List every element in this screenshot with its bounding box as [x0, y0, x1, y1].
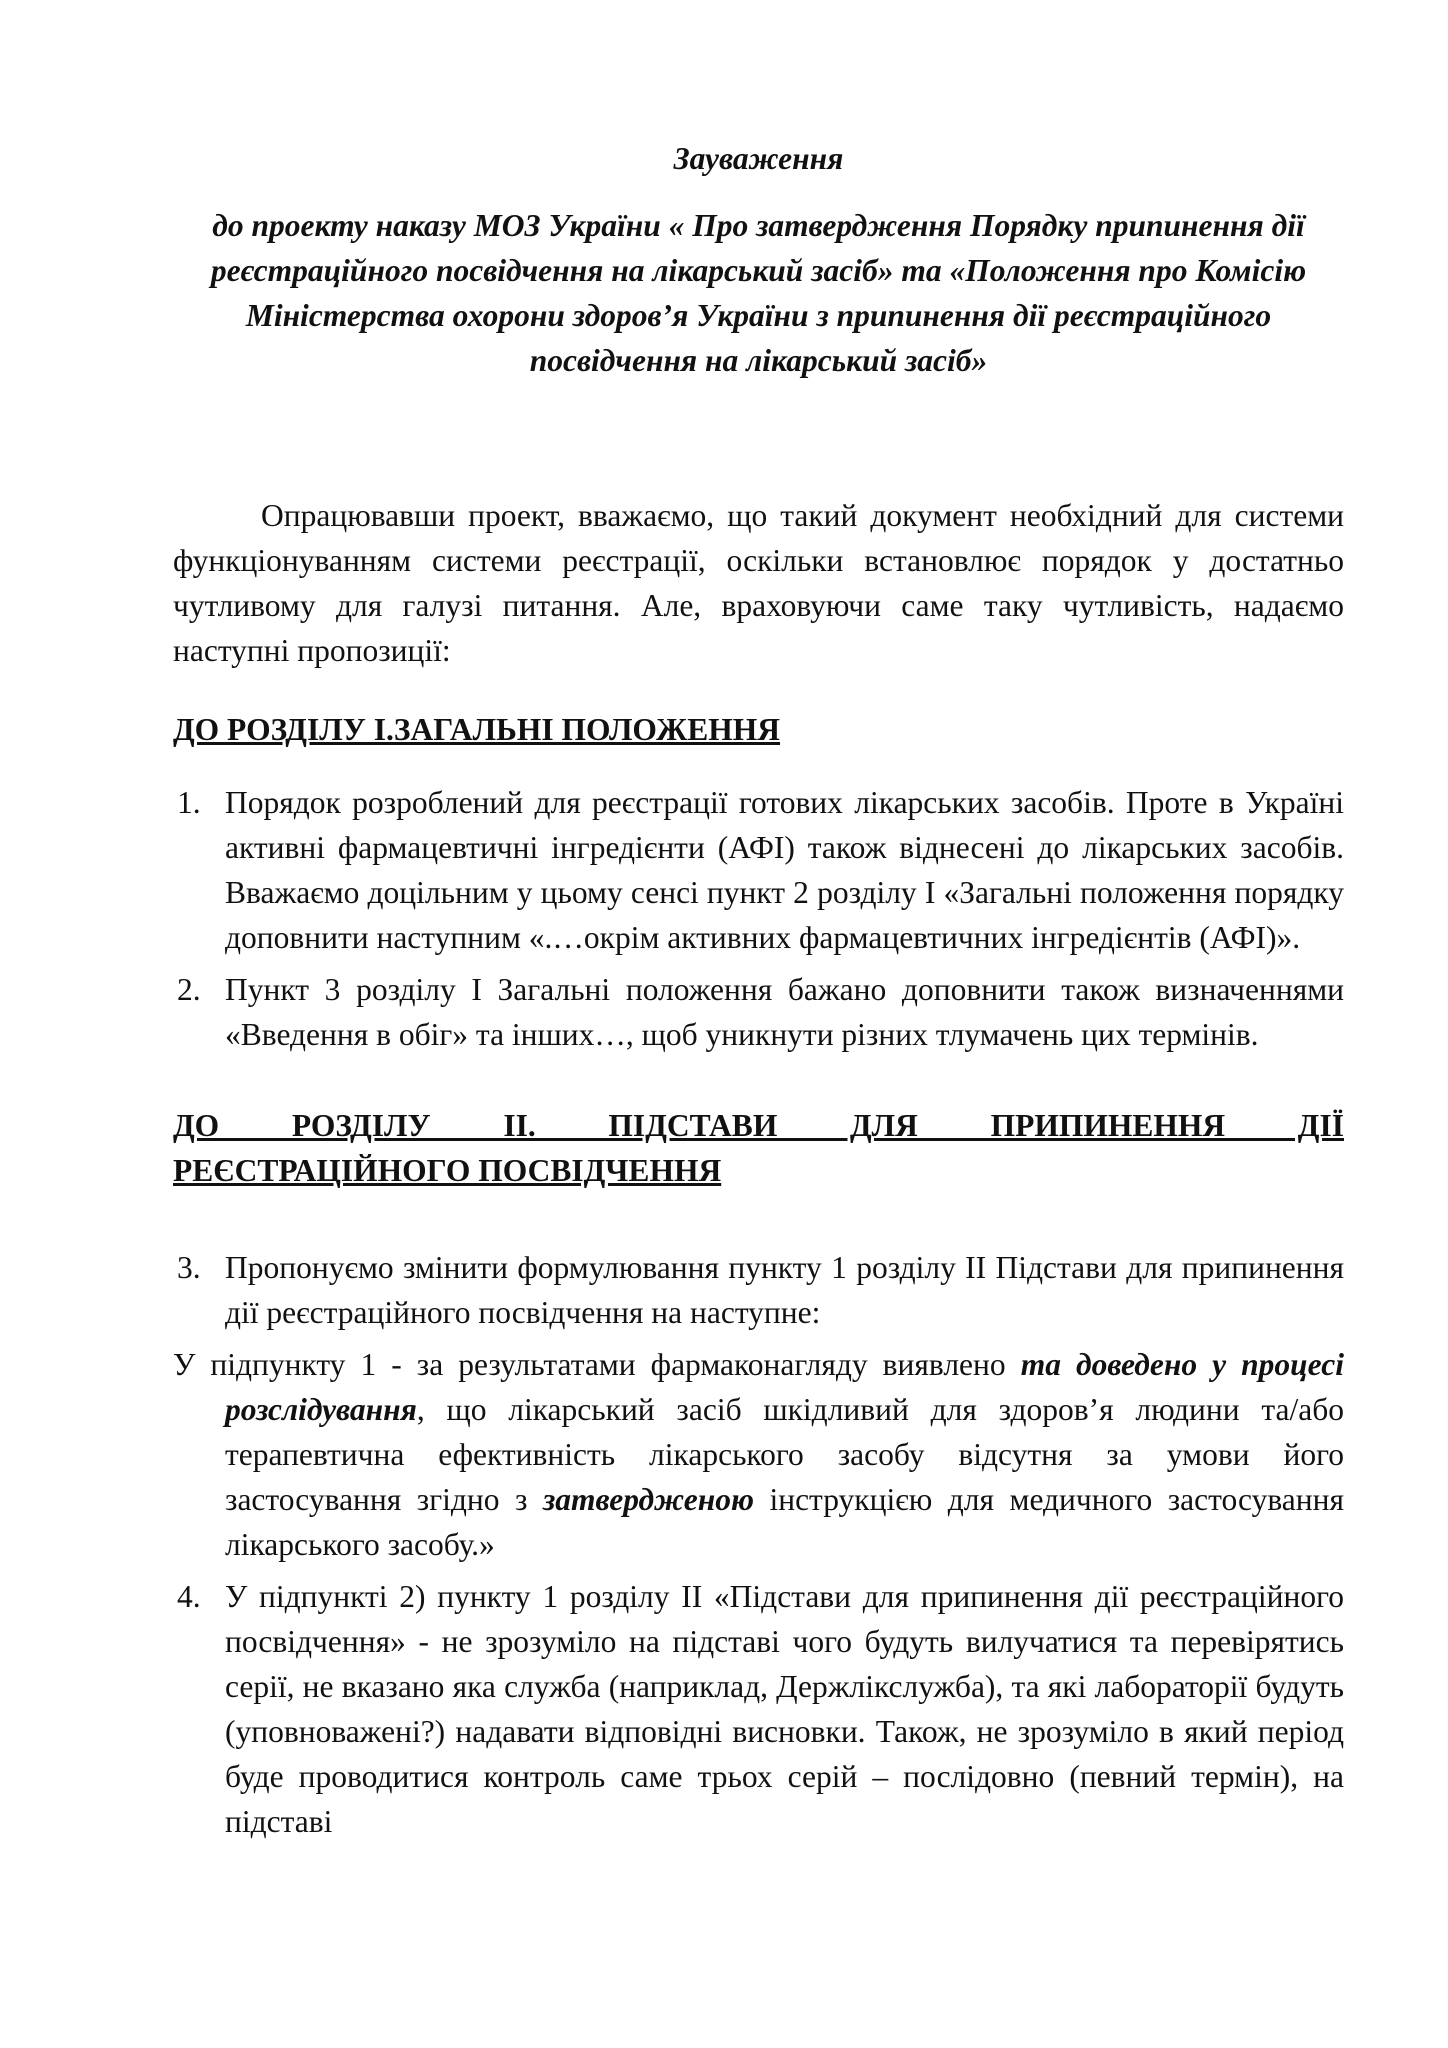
- section-1-heading: ДО РОЗДІЛУ І.ЗАГАЛЬНІ ПОЛОЖЕННЯ: [173, 712, 781, 747]
- list-item-text: Порядок розроблений для реєстрації готових лікарських засобів. Проте в Україні активні фармацевтичні інгредієнти (АФІ) також віднесені до лікарських засобів. Вважаємо доцільним у цьому сенсі пункт 2 розділу І «Загальні положення порядку доповнити наступним «.…окрім активних фармацевтичних інгредієнтів (АФІ)».: [225, 785, 1344, 955]
- list-item-text: Пункт 3 розділу І Загальні положення бажано доповнити також визначеннями «Введення в обіг» та інших…, щоб уникнути різних тлумачень цих термінів.: [225, 972, 1344, 1052]
- document-title: Зауваження: [673, 141, 844, 176]
- list-item: [173, 780, 1344, 960]
- proposed-wording-text-3: інструкцією для медичного застосування лікарського засобу.»: [225, 1482, 1344, 1562]
- section-2-heading-line-2: РЕЄСТРАЦІЙНОГО ПОСВІДЧЕННЯ: [173, 1153, 722, 1188]
- list-item: [173, 1574, 1344, 1844]
- list-item-text: Пропонуємо змінити формулювання пункту 1 розділу ІІ Підстави для припинення дії реєстраційного посвідчення на наступне:: [225, 1250, 1344, 1330]
- list-item-number: 4.: [177, 1579, 201, 1614]
- section-2-heading: [173, 1103, 1344, 1193]
- list-item: [173, 1245, 1344, 1335]
- list-item-number: 3.: [177, 1250, 201, 1285]
- list-item: [173, 967, 1344, 1057]
- section-2-list: [173, 1245, 1344, 1844]
- list-item-number: 1.: [177, 785, 201, 820]
- list-item-number: 2.: [177, 972, 201, 1007]
- list-item-text: У підпункті 2) пункту 1 розділу ІІ «Підстави для припинення дії реєстраційного посвідчення» - не зрозуміло на підставі чого будуть вилучатися та перевірятись серії, не вказано яка служба (наприклад, Держлікслужба), та які лабораторії будуть (уповноважені?) надавати відповідні висновки. Також, не зрозуміло в який період буде проводитися контроль саме трьох серій – послідовно (певний термін), на підставі: [225, 1579, 1344, 1839]
- proposed-wording-emphasis-1: та доведено у процесі розслідування: [225, 1347, 1344, 1427]
- proposed-wording-text-2: , що лікарський засіб шкідливий для здоров’я людини та/або терапевтична ефективність лікарського засобу відсутня за умови його застосування згідно з: [225, 1392, 1344, 1517]
- proposed-wording-text-1: У підпункту 1 - за результатами фармаконагляду виявлено: [173, 1347, 1021, 1382]
- proposed-wording-emphasis-2: затвердженою: [542, 1482, 754, 1517]
- document-subtitle: до проекту наказу МОЗ України « Про затвердження Порядку припинення дії реєстраційного посвідчення на лікарський засіб» та «Положення про Комісію Міністерства охорони здоров’я України з припинення дії реєстраційного посвідчення на лікарський засіб»: [210, 208, 1307, 378]
- section-1-list: [173, 780, 1344, 1057]
- proposed-wording-paragraph: [173, 1342, 1344, 1567]
- intro-paragraph: Опрацювавши проект, вважаємо, що такий документ необхідний для системи функціонуванням системи реєстрації, оскільки встановлює порядок у достатньо чутливому для галузі питання. Але, враховуючи саме таку чутливість, надаємо наступні пропозиції:: [173, 498, 1344, 668]
- section-2-heading-line-1: ДО РОЗДІЛУ ІІ. ПІДСТАВИ ДЛЯ ПРИПИНЕННЯ ДІЇ: [173, 1108, 1344, 1143]
